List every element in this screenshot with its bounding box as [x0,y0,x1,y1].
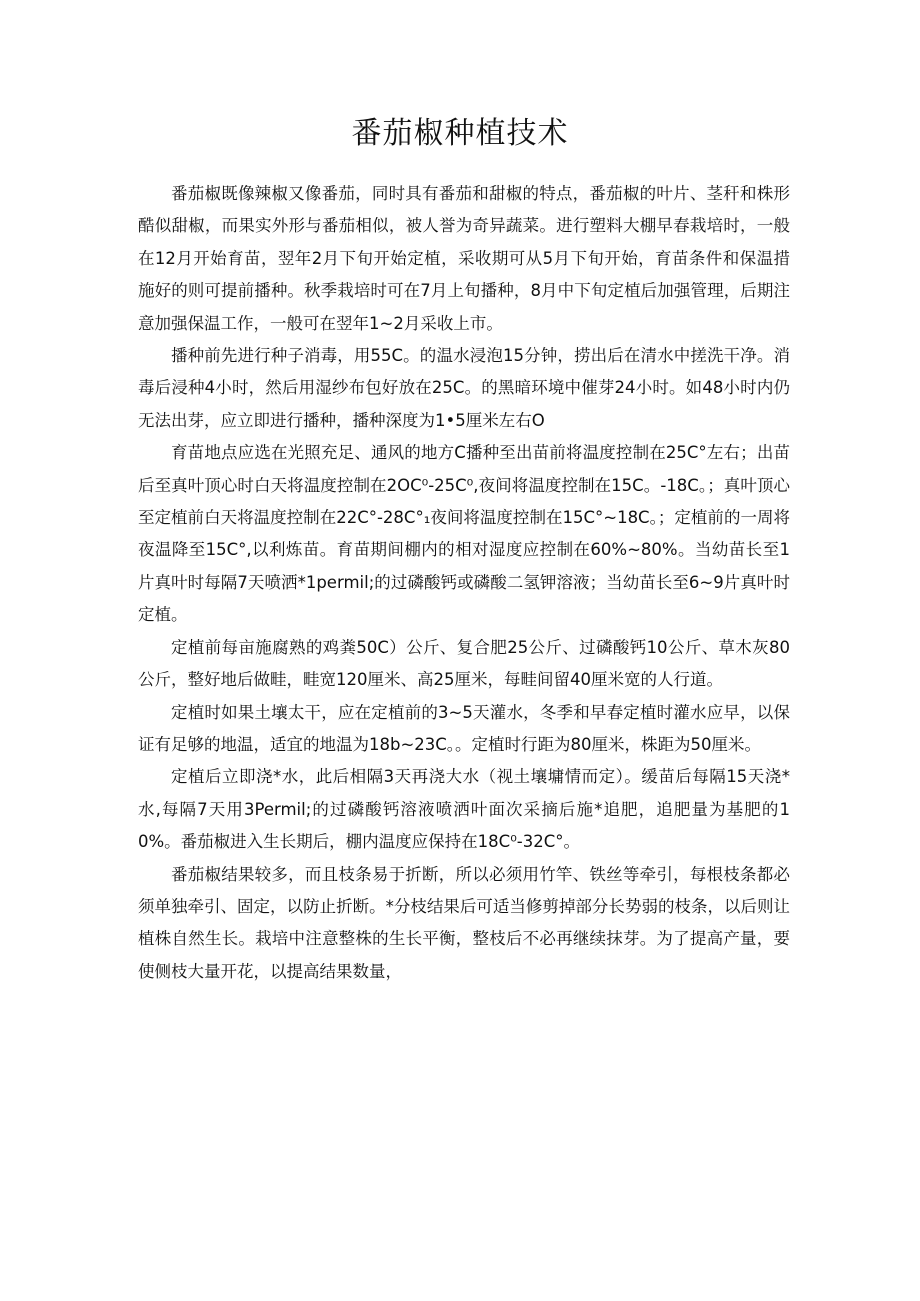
paragraph-seed-treatment: 播种前先进行种子消毒，用55C。的温水浸泡15分钟，捞出后在清水中搓洗干净。消毒后浸种4小时，然后用湿纱布包好放在25C。的黑暗环境中催芽24小时。如48小时内仍无法出芽，应立即进行播种，播种深度为1•5厘米左右O [138,346,790,430]
paragraph-transplanting: 定植时如果土壤太干，应在定植前的3~5天灌水，冬季和早春定植时灌水应早，以保证有足够的地温，适宜的地温为18b~23C。。定植时行距为80厘米，株距为50厘米。 [138,702,790,754]
paragraph-pruning: 番茄椒结果较多，而且枝条易于折断，所以必须用竹竿、铁丝等牵引，每根枝条都必须单独牵引、固定，以防止折断。*分枝结果后可适当修剪掉部分长势弱的枝条，以后则让植株自然生长。栽培中注意整株的生长平衡，整枝后不必再继续抹芽。为了提高产量，要使侧枝大量开花，以提高结果数量， [138,864,790,981]
paragraph-fertilizer: 定植前每亩施腐熟的鸡粪50C）公斤、复合肥25公斤、过磷酸钙10公斤、草木灰80公斤，整好地后做畦，畦宽120厘米、高25厘米，每畦间留40厘米宽的人行道。 [138,637,790,690]
document-title: 番茄椒种植技术 [351,116,569,151]
paragraph-watering: 定植后立即浇*水，此后相隔3天再浇大水（视土壤墉情而定）。缓苗后每隔15天浇*水,每隔7天用3Permil;的过磷酸钙溶液喷洒叶面次采摘后施*追肥，追肥量为基肥的10%。番茄椒进入生长期后，棚内温度应保持在18C⁰-32C°。 [138,767,790,852]
paragraph-seedling-nursery: 育苗地点应选在光照充足、通风的地方C播种至出苗前将温度控制在25C°左右；出苗后至真叶顶心时白天将温度控制在2OC⁰-25C⁰,夜间将温度控制在15C。-18C。；真叶顶心至定植前白天将温度控制在22C°-28C°₁夜间将温度控制在15C°~18C。；定植前的一周将夜温降至15C°,以利炼苗。育苗期间棚内的相对湿度应控制在60%~80%。当幼苗长至1片真叶时每隔7天喷洒*1permil;的过磷酸钙或磷酸二氢钾溶液；当幼苗长至6~9片真叶时定植。 [138,443,790,625]
paragraph-intro: 番茄椒既像辣椒又像番茄，同时具有番茄和甜椒的特点，番茄椒的叶片、茎秆和株形酷似甜椒，而果实外形与番茄相似，被人誉为奇异蔬菜。进行塑料大棚早春栽培时，一般在12月开始育苗，翌年2月下旬开始定植，采收期可从5月下旬开始，育苗条件和保温措施好的则可提前播种。秋季栽培时可在7月上旬播种，8月中下旬定植后加强管理，后期注意加强保温工作，一般可在翌年1~2月采收上市。 [138,184,790,333]
document-body [138,178,790,988]
